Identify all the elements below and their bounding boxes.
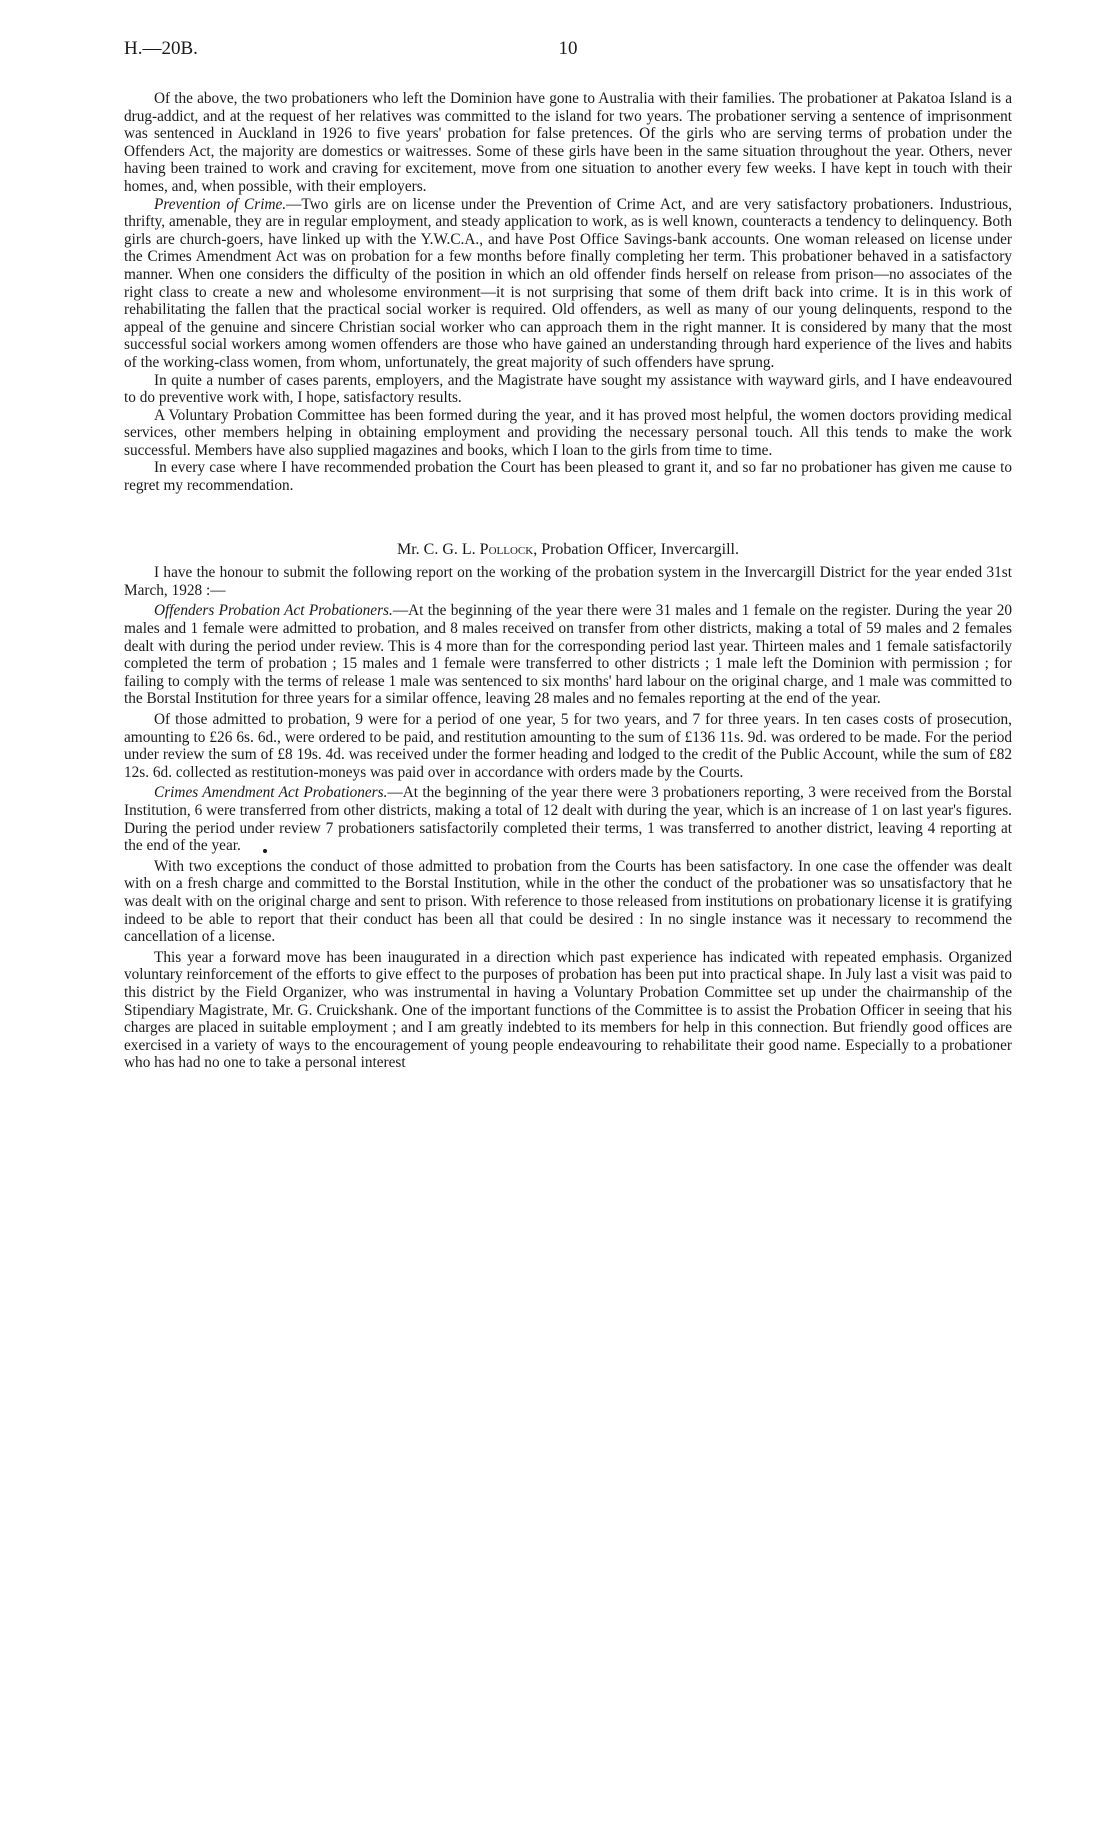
paragraph: This year a forward move has been inaugurated in a direction which past experience has indicated with repeated emphasis. Organized voluntary reinforcement of the efforts to give effect to the purposes of probation has been put into practical shape. In July last a visit was paid to this district by the Field Organizer, who was instrumental in having a Voluntary Probation Committee set up under the chairmanship of the Stipendiary Magistrate, Mr. G. Cruickshank. One of the important functions of the Committee is to assist the Probation Officer in seeing that his charges are placed in suitable employment ; and I am greatly indebted to its members for help in this connection. But friendly good offices are exercised in a variety of ways to the encouragement of young people endeavouring to rehabilitate their good name. Especially to a probationer who has had no one to take a personal interest (124, 948, 1012, 1072)
paragraph: Of those admitted to probation, 9 were for a period of one year, 5 for two years, and 7 for three years. In ten cases costs of prosecution, amounting to £26 6s. 6d., were ordered to be paid, and restitution amounting to the sum of £136 11s. 9d. was ordered to be made. For the period under review the sum of £8 19s. 4d. was received under the former heading and lodged to the credit of the Public Account, while the sum of £82 12s. 6d. collected as restitution-moneys was paid over in accordance with orders made by the Courts. (124, 711, 1012, 781)
document-reference: H.—20B. (124, 38, 198, 59)
paragraph-text: —At the beginning of the year there were 31 males and 1 female on the register. During the year 20 males and 1 female were admitted to probation, and 8 males received on transfer from other districts, making a total of 59 males and 2 females dealt with during the period under review. This is 4 more than for the corresponding period last year. Thirteen males and 1 female satisfactorily completed the term of probation ; 15 males and 1 female were transferred to other districts ; 1 male left the Dominion with permission ; for failing to comply with the terms of release 1 male was sentenced to six months' hard labour on the original charge, and 1 male was committed to the Borstal Institution for three years for a similar offence, leaving 28 males and no females reporting at the end of the year. (124, 602, 1012, 708)
page-number: 10 (558, 38, 578, 59)
section-heading (124, 541, 1012, 559)
paragraph-heading: Crimes Amendment Act Probationers. (154, 784, 388, 802)
paragraph: With two exceptions the conduct of those admitted to probation from the Courts has been satisfactory. In one case the offender was dealt with on a fresh charge and committed to the Borstal Institution, while in the other the conduct of the probationer was so unsatisfactory that he was dealt with on the original charge and sent to prison. With reference to those released from institutions on probationary license it is gratifying indeed to be able to report that their conduct has been all that could be desired : In no single instance was it necessary to recommend the cancellation of a license. (124, 857, 1012, 946)
paragraph: In every case where I have recommended probation the Court has been pleased to grant it, and so far no probationer has given me cause to regret my recommendation. (124, 459, 1012, 495)
paragraph-text: —At the beginning of the year there were 3 probationers reporting, 3 were received from the Borstal Institution, 6 were transferred from other districts, making a total of 12 dealt with during the year, which is an increase of 1 on last year's figures. During the period under review 7 probationers satisfactorily completed their terms, 1 was transferred to another district, leaving 4 reporting at the end of the year. (124, 784, 1013, 855)
paragraph (124, 196, 1012, 372)
paragraph-text: —Two girls are on license under the Prevention of Crime Act, and are very satisfactory probationers. Industrious, thrifty, amenable, they are in regular employment, and steady application to work, as is well known, counteracts a tendency to delinquency. Both girls are church-goers, have linked up with the Y.W.C.A., and have Post Office Savings-bank accounts. One woman released on license under the Crimes Amendment Act was on probation for a few months before finally completing her term. This probationer behaved in a satisfactory manner. When one considers the difficulty of the position in which an old offender finds herself on release from prison—no associates of the right class to create a new and wholesome environment—it is not surprising that some of them drift back into crime. It is in this work of rehabilitating the fallen that the practical social worker is required. Old offenders, as well as many of our young delinquents, respond to the appeal of the genuine and sincere Christian social worker who can approach them in the right manner. It is considered by many that the most successful social workers among women offenders are those who have gained an understanding through hard experience of the lives and habits of the working-class women, from whom, unfortunately, the great majority of such offenders have sprung. (124, 195, 1012, 371)
paragraph-heading: Offenders Probation Act Probationers. (154, 602, 393, 620)
paragraph: In quite a number of cases parents, employers, and the Magistrate have sought my assistance with wayward girls, and I have endeavoured to do preventive work with, I hope, satisfactory results. (124, 371, 1012, 407)
paragraph: I have the honour to submit the following report on the working of the probation system in the Invercargill District for the year ended 31st March, 1928 :— (124, 564, 1012, 599)
paragraph: Of the above, the two probationers who left the Dominion have gone to Australia with their families. The probationer at Pakatoa Island is a drug-addict, and at the request of her relatives was committed to the island for two years. The probationer serving a sentence of imprisonment was sentenced in Auckland in 1926 to five years' probation for false pretences. Of the girls who are serving terms of probation under the Offenders Act, the majority are domestics or waitresses. Some of these girls have been in the same situation throughout the year. Others, never having been trained to work and craving for excitement, move from one situation to another every few weeks. I have kept in touch with their homes, and, when possible, with their employers. (124, 90, 1012, 195)
paragraph: A Voluntary Probation Committee has been formed during the year, and it has proved most helpful, the women doctors providing medical services, other members helping in obtaining employment and providing the necessary personal touch. All this tends to make the work successful. Members have also supplied magazines and books, which I loan to the girls from time to time. (124, 406, 1012, 459)
officer-role: , Probation Officer, Invercargill. (533, 540, 739, 558)
report-body (124, 90, 1012, 1072)
officer-title: Mr. C. G. L. (397, 540, 480, 558)
page-header (124, 38, 1012, 66)
paragraph (124, 602, 1012, 708)
paragraph-heading: Prevention of Crime. (154, 195, 287, 213)
paragraph (124, 784, 1012, 854)
ink-mark (263, 849, 267, 853)
officer-name: Pollock (479, 540, 534, 558)
